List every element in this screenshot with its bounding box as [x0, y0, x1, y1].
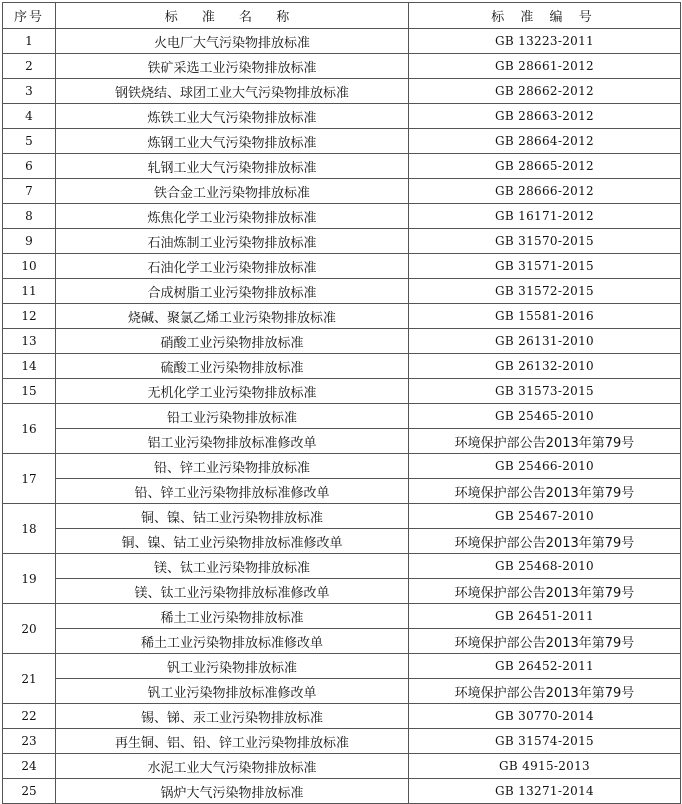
- standard-code: GB 28662-2012: [409, 79, 681, 104]
- table-row: [3, 429, 681, 454]
- standard-name: 镁、钛工业污染物排放标准修改单: [56, 579, 409, 604]
- standard-name: 钢铁烧结、球团工业大气污染物排放标准: [56, 79, 409, 104]
- row-number: 19: [3, 554, 56, 604]
- standard-code: GB 15581-2016: [409, 304, 681, 329]
- row-number: 7: [3, 179, 56, 204]
- standard-name: 炼焦化学工业污染物排放标准: [56, 204, 409, 229]
- standard-name: 铅、锌工业污染物排放标准: [56, 454, 409, 479]
- table-row: [3, 354, 681, 379]
- standard-code: GB 31574-2015: [409, 729, 681, 754]
- standard-name: 锡、锑、汞工业污染物排放标准: [56, 704, 409, 729]
- standard-code: GB 26452-2011: [409, 654, 681, 679]
- standard-code: GB 28663-2012: [409, 104, 681, 129]
- standard-code: GB 31572-2015: [409, 279, 681, 304]
- standard-name: 铜、镍、钴工业污染物排放标准修改单: [56, 529, 409, 554]
- table-row: [3, 754, 681, 779]
- standard-name: 稀土工业污染物排放标准修改单: [56, 629, 409, 654]
- table-row: [3, 54, 681, 79]
- standard-name: 炼钢工业大气污染物排放标准: [56, 129, 409, 154]
- row-number: 18: [3, 504, 56, 554]
- standard-code: 环境保护部公告2013年第79号: [409, 679, 681, 704]
- standards-table: [2, 2, 681, 804]
- standard-code: GB 30770-2014: [409, 704, 681, 729]
- row-number: 11: [3, 279, 56, 304]
- row-number: 15: [3, 379, 56, 404]
- table-row: [3, 454, 681, 479]
- table-row: [3, 229, 681, 254]
- standard-code: GB 28661-2012: [409, 54, 681, 79]
- table-row: [3, 404, 681, 429]
- standard-name: 水泥工业大气污染物排放标准: [56, 754, 409, 779]
- standard-code: GB 25465-2010: [409, 404, 681, 429]
- row-number: 9: [3, 229, 56, 254]
- table-row: [3, 154, 681, 179]
- standard-code: GB 31571-2015: [409, 254, 681, 279]
- standard-name: 铅工业污染物排放标准: [56, 404, 409, 429]
- table-row: [3, 179, 681, 204]
- standard-name: 铝工业污染物排放标准修改单: [56, 429, 409, 454]
- standard-name: 铁合金工业污染物排放标准: [56, 179, 409, 204]
- header-no: 序号: [3, 3, 56, 29]
- table-row: [3, 379, 681, 404]
- row-number: 6: [3, 154, 56, 179]
- standard-name: 无机化学工业污染物排放标准: [56, 379, 409, 404]
- standard-code: GB 25466-2010: [409, 454, 681, 479]
- table-row: [3, 254, 681, 279]
- row-number: 17: [3, 454, 56, 504]
- standard-name: 合成树脂工业污染物排放标准: [56, 279, 409, 304]
- standard-code: GB 28664-2012: [409, 129, 681, 154]
- standard-code: GB 28665-2012: [409, 154, 681, 179]
- row-number: 23: [3, 729, 56, 754]
- standard-code: GB 26451-2011: [409, 604, 681, 629]
- table-body: [3, 29, 681, 804]
- standard-name: 铁矿采选工业污染物排放标准: [56, 54, 409, 79]
- standard-name: 钒工业污染物排放标准: [56, 654, 409, 679]
- row-number: 20: [3, 604, 56, 654]
- header-row: [3, 3, 681, 29]
- standard-name: 炼铁工业大气污染物排放标准: [56, 104, 409, 129]
- standard-code: 环境保护部公告2013年第79号: [409, 479, 681, 504]
- standard-code: GB 13271-2014: [409, 779, 681, 804]
- standard-code: GB 31570-2015: [409, 229, 681, 254]
- standard-code: GB 13223-2011: [409, 29, 681, 54]
- row-number: 2: [3, 54, 56, 79]
- standard-name: 铜、镍、钴工业污染物排放标准: [56, 504, 409, 529]
- standard-name: 铅、锌工业污染物排放标准修改单: [56, 479, 409, 504]
- table-row: [3, 779, 681, 804]
- standard-code: 环境保护部公告2013年第79号: [409, 579, 681, 604]
- table-row: [3, 554, 681, 579]
- standard-name: 烧碱、聚氯乙烯工业污染物排放标准: [56, 304, 409, 329]
- standard-code: 环境保护部公告2013年第79号: [409, 629, 681, 654]
- standard-code: 环境保护部公告2013年第79号: [409, 429, 681, 454]
- row-number: 14: [3, 354, 56, 379]
- table-row: [3, 304, 681, 329]
- table-row: [3, 529, 681, 554]
- standard-code: GB 26131-2010: [409, 329, 681, 354]
- table-row: [3, 29, 681, 54]
- table-row: [3, 679, 681, 704]
- standard-name: 硝酸工业污染物排放标准: [56, 329, 409, 354]
- table-row: [3, 79, 681, 104]
- row-number: 5: [3, 129, 56, 154]
- table-row: [3, 204, 681, 229]
- row-number: 10: [3, 254, 56, 279]
- standard-name: 轧钢工业大气污染物排放标准: [56, 154, 409, 179]
- row-number: 24: [3, 754, 56, 779]
- row-number: 4: [3, 104, 56, 129]
- header-code: 标 准 编 号: [409, 3, 681, 29]
- table-row: [3, 104, 681, 129]
- header-name: 标 准 名 称: [56, 3, 409, 29]
- row-number: 16: [3, 404, 56, 454]
- standard-name: 火电厂大气污染物排放标准: [56, 29, 409, 54]
- standard-name: 锅炉大气污染物排放标准: [56, 779, 409, 804]
- table-row: [3, 329, 681, 354]
- standard-code: GB 25467-2010: [409, 504, 681, 529]
- table-row: [3, 629, 681, 654]
- row-number: 13: [3, 329, 56, 354]
- standard-name: 稀土工业污染物排放标准: [56, 604, 409, 629]
- table-row: [3, 129, 681, 154]
- table-row: [3, 604, 681, 629]
- standard-name: 硫酸工业污染物排放标准: [56, 354, 409, 379]
- row-number: 22: [3, 704, 56, 729]
- row-number: 1: [3, 29, 56, 54]
- table-row: [3, 579, 681, 604]
- row-number: 25: [3, 779, 56, 804]
- standard-name: 再生铜、铝、铅、锌工业污染物排放标准: [56, 729, 409, 754]
- standard-name: 石油炼制工业污染物排放标准: [56, 229, 409, 254]
- standard-code: GB 25468-2010: [409, 554, 681, 579]
- standard-code: GB 16171-2012: [409, 204, 681, 229]
- standard-name: 钒工业污染物排放标准修改单: [56, 679, 409, 704]
- standard-code: GB 31573-2015: [409, 379, 681, 404]
- table-row: [3, 504, 681, 529]
- table-row: [3, 704, 681, 729]
- standard-code: GB 4915-2013: [409, 754, 681, 779]
- row-number: 3: [3, 79, 56, 104]
- standard-code: GB 26132-2010: [409, 354, 681, 379]
- table-row: [3, 279, 681, 304]
- table-row: [3, 479, 681, 504]
- standard-code: 环境保护部公告2013年第79号: [409, 529, 681, 554]
- row-number: 12: [3, 304, 56, 329]
- standard-name: 镁、钛工业污染物排放标准: [56, 554, 409, 579]
- standard-code: GB 28666-2012: [409, 179, 681, 204]
- table-row: [3, 729, 681, 754]
- table-row: [3, 654, 681, 679]
- standard-name: 石油化学工业污染物排放标准: [56, 254, 409, 279]
- row-number: 8: [3, 204, 56, 229]
- row-number: 21: [3, 654, 56, 704]
